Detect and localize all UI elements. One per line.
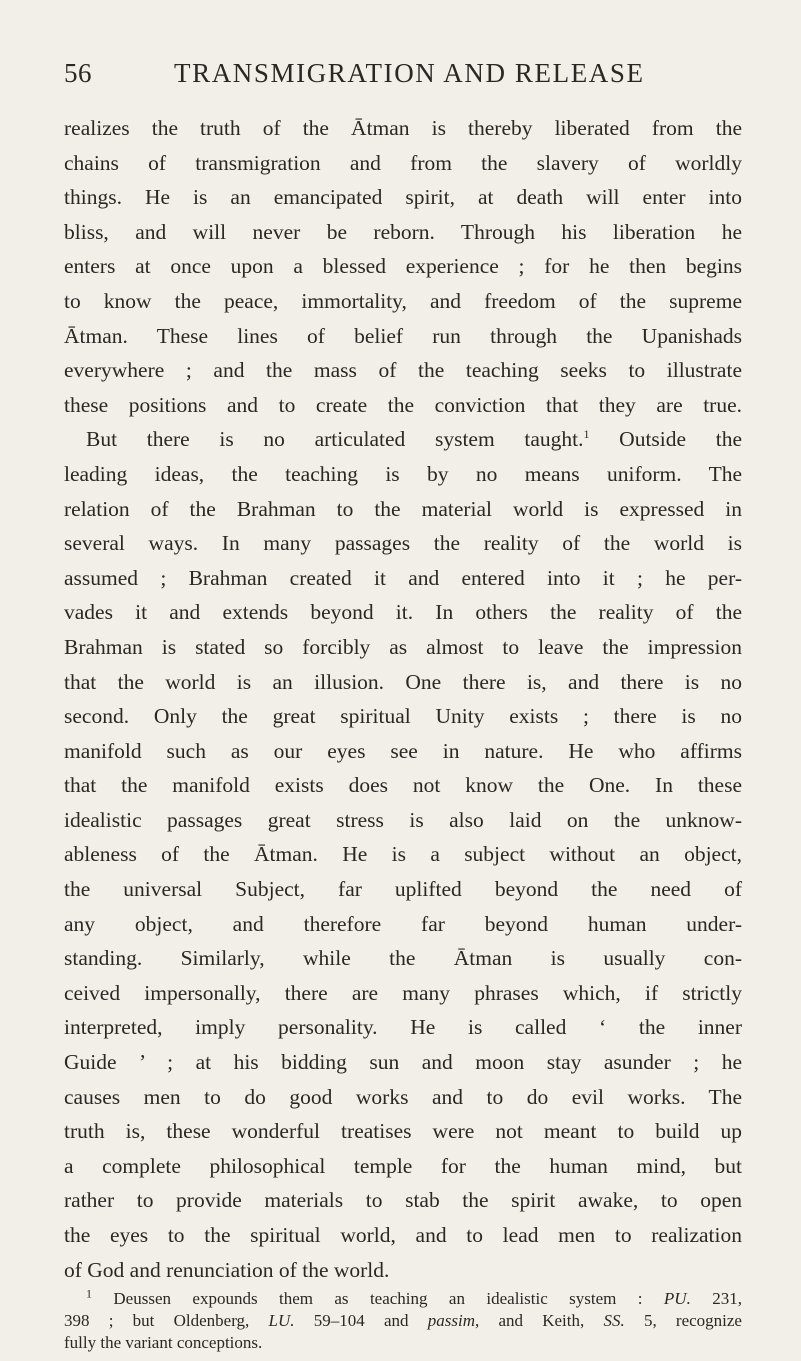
- footnote-citation: PU.: [663, 1289, 691, 1308]
- text-line: truth is, these wonderful treatises were not meant to build up: [64, 1119, 742, 1144]
- text-line: standing. Similarly, while the Ātman is usually con-: [64, 946, 742, 971]
- text-line: second. Only the great spiritual Unity exists ; there is no: [64, 704, 742, 729]
- text-line: the universal Subject, far uplifted beyond the need of: [64, 877, 742, 902]
- text-line: ableness of the Ātman. He is a subject without an object,: [64, 842, 742, 867]
- running-title: TRANSMIGRATION AND RELEASE: [174, 58, 645, 88]
- text-line: the eyes to the spiritual world, and to lead men to realization: [64, 1223, 742, 1247]
- text-line: causes men to do good works and to do evil works. The: [64, 1084, 742, 1109]
- footnote-citation: SS.: [603, 1311, 625, 1330]
- text-line: Guide ’ ; at his bidding sun and moon stay asunder ; he: [64, 1050, 742, 1075]
- text-line: manifold such as our eyes see in nature. He who affirms: [64, 738, 742, 763]
- footnote-segment: 59–104 and: [294, 1311, 428, 1330]
- text-line: idealistic passages great stress is also laid on the unknow-: [64, 807, 742, 832]
- text-line: [64, 422, 742, 457]
- footnote-reference[interactable]: 1: [583, 427, 590, 442]
- page-header: [64, 58, 744, 98]
- text-line: realizes the truth of the Ātman is thereby liberated from the: [64, 116, 742, 140]
- text-line: rather to provide materials to stab the spirit awake, to open: [64, 1188, 742, 1213]
- text-line: interpreted, imply personality. He is called ‘ the inner: [64, 1015, 742, 1040]
- footnote-marker: 1: [86, 1286, 92, 1301]
- footnote-segment: 398 ; but Oldenberg,: [64, 1311, 269, 1330]
- footnote-line: fully the variant conceptions.: [64, 1333, 263, 1352]
- footnote-citation: passim: [427, 1311, 475, 1330]
- text-line: leading ideas, the teaching is by no means uniform. The: [64, 461, 742, 486]
- page-number: 56: [64, 58, 92, 88]
- text-line: Ātman. These lines of belief run through the Upanishads: [64, 323, 742, 348]
- footnote-segment: , and Keith,: [474, 1311, 604, 1330]
- footnote-segment: 231,: [690, 1289, 742, 1308]
- text-line: assumed ; Brahman created it and entered into it ; he per-: [64, 565, 742, 590]
- text-line: these positions and to create the conviction that they are true.: [64, 392, 742, 417]
- text-line: to know the peace, immortality, and freedom of the supreme: [64, 288, 742, 313]
- text-line: chains of transmigration and from the slavery of worldly: [64, 150, 742, 175]
- text-line: a complete philosophical temple for the human mind, but: [64, 1153, 742, 1178]
- text-line: relation of the Brahman to the material world is expressed in: [64, 496, 742, 521]
- text-line: Brahman is stated so forcibly as almost to leave the impression: [64, 634, 742, 659]
- text-line: enters at once upon a blessed experience ; for he then begins: [64, 254, 742, 279]
- footnote-segment: 5, recognize: [624, 1311, 742, 1330]
- text-line: several ways. In many passages the reality of the world is: [64, 531, 742, 556]
- text-line: everywhere ; and the mass of the teaching seeks to illustrate: [64, 358, 742, 383]
- footnote-line: [64, 1288, 742, 1310]
- text-line: ceived impersonally, there are many phrases which, if strictly: [64, 980, 742, 1005]
- footnote-segment: Deussen expounds them as teaching an idealistic system :: [92, 1289, 664, 1308]
- body-text: [64, 111, 742, 1287]
- text-line: that the manifold exists does not know the One. In these: [64, 773, 742, 798]
- footnote-line: [64, 1310, 742, 1332]
- text-segment: But there is no articulated system taught.: [86, 427, 584, 452]
- text-line: that the world is an illusion. One there is, and there is no: [64, 669, 742, 694]
- text-line: vades it and extends beyond it. In others the reality of the: [64, 600, 742, 625]
- text-line: things. He is an emancipated spirit, at death will enter into: [64, 185, 742, 210]
- text-line: of God and renunciation of the world.: [64, 1257, 390, 1282]
- text-line: bliss, and will never be reborn. Through his liberation he: [64, 219, 742, 244]
- text-segment: Outside the: [589, 427, 743, 452]
- text-line: any object, and therefore far beyond human under-: [64, 911, 742, 936]
- footnote-citation: LU.: [268, 1311, 295, 1330]
